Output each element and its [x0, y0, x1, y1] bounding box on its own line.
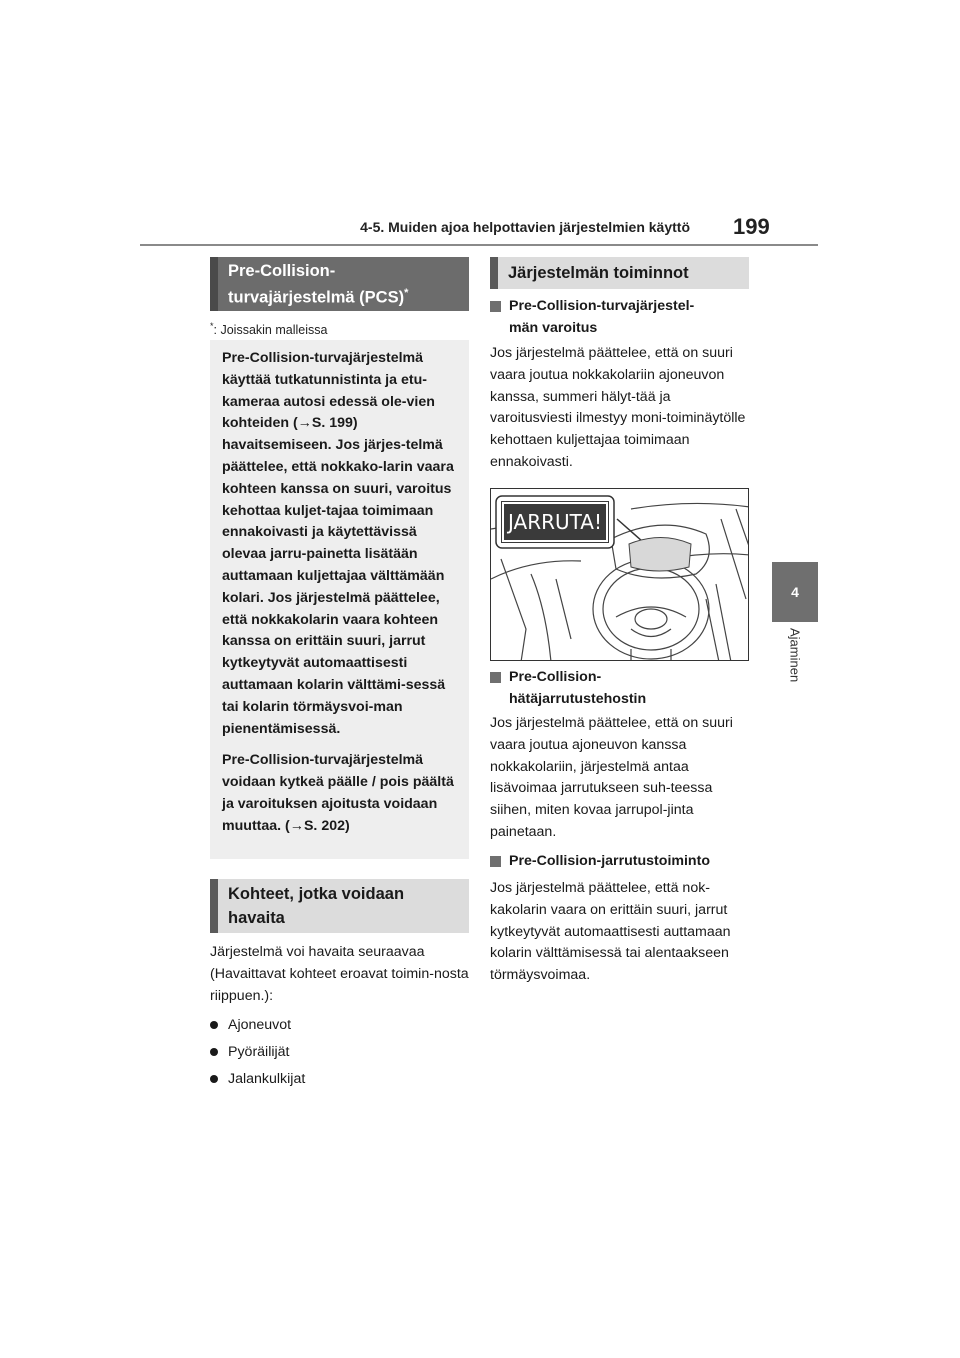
chapter-tab: 4: [772, 562, 818, 622]
brake-assist-subheading: [490, 667, 646, 711]
footnote-text: : Joissakin malleissa: [213, 323, 328, 338]
brake-assist-description: Jos järjestelmä päättelee, että on suuri vaara joutua ajoneuvon kanssa nokkakolariin, järjestelmä antaa lisävoimaa jarrutukseen suh-teessa siihen, miten kovaa jarrupol-jinta painetaan.: [490, 715, 733, 840]
list-item: Ajoneuvot: [210, 1011, 305, 1038]
detectable-objects-heading-text: Kohteet, jotka voidaan havaita: [228, 885, 405, 927]
braking-subheading-text: Pre-Collision-jarrutustoiminto: [509, 853, 710, 869]
header-section-title: 4-5. Muiden ajoa helpottavien järjestelmien käyttö: [360, 219, 690, 235]
footnote-asterisk: *: [210, 321, 214, 331]
square-bullet-icon: [490, 301, 501, 312]
pcs-heading-asterisk: *: [404, 286, 409, 299]
warning-subheading-line2: män varoitus: [509, 319, 598, 336]
bullet-icon: [210, 1021, 218, 1029]
pcs-section-heading: [210, 257, 469, 311]
dashboard-warning-illustration: [490, 488, 749, 661]
detectable-objects-heading: [210, 879, 469, 933]
bullet-icon: [210, 1075, 218, 1083]
detectable-objects-list: [210, 1011, 305, 1092]
list-item: Jalankulkijat: [210, 1065, 305, 1092]
chapter-label: [772, 628, 818, 708]
pcs-summary-paragraph-1: Pre-Collision-turvajärjestelmä käyttää tutkatunnistinta ja etu-kameraa autosi edessä ole-vien kohteiden (→S. 199) havaitsemiseen. Jos järjes-telmä päättelee, että nokkako-larin vaara kohteen kanssa on suuri, varoitus kehottaa kuljet-tajaa toimimaan ennakoivasti ja käytettävissä olevaa jarru-painetta lisätään auttamaan kuljettajaa välttämään kolari. Jos järjestelmä päättelee, että nokkakolarin vaara kohteen kanssa on erittäin suuri, jarrut kytkeytyvät automaattisesti auttamaan kolarin välttämi-sessä tai kolarin törmäysvoi-man pienentämisessä.: [222, 350, 454, 737]
braking-description: Jos järjestelmä päättelee, että nok-kakolarin vaara on erittäin suuri, jarrut kytkeytyvät automaattisesti auttamaan kolarin välttämisessä tai alentaakseen törmäysvoimaa.: [490, 880, 731, 984]
system-functions-heading: [490, 257, 749, 289]
warning-subheading-line1: Pre-Collision-turvajärjestel-: [509, 298, 695, 314]
system-functions-heading-text: Järjestelmän toiminnot: [508, 263, 689, 282]
pcs-summary-paragraph-2: Pre-Collision-turvajärjestelmä voidaan kytkeä päälle / pois päältä ja varoituksen ajoitusta voidaan muuttaa. (→S. 202): [222, 752, 454, 834]
header-divider: [140, 244, 818, 246]
brake-assist-subheading-line2: hätäjarrutustehostin: [509, 690, 647, 707]
braking-subheading: [490, 851, 710, 873]
warning-subheading: [490, 296, 694, 340]
detectable-objects-intro: Järjestelmä voi havaita seuraavaa (Havaittavat kohteet eroavat toimin-nosta riippuen.):: [210, 944, 469, 1004]
models-footnote: [210, 321, 327, 337]
square-bullet-icon: [490, 672, 501, 683]
pcs-heading-line2: turvajärjestelmä (PCS): [228, 288, 405, 307]
pcs-heading-line1: Pre-Collision-: [228, 261, 336, 280]
pcs-summary-box: [210, 340, 469, 859]
bullet-icon: [210, 1048, 218, 1056]
jarruta-warning-message: JARRUTA!: [502, 502, 608, 542]
chapter-label-text: Ajaminen: [787, 628, 803, 683]
brake-assist-subheading-line1: Pre-Collision-: [509, 669, 602, 685]
square-bullet-icon: [490, 856, 501, 867]
warning-description: Jos järjestelmä päättelee, että on suuri vaara joutua nokkakolariin ajoneuvon kanssa, summeri hälyt-tää ja varoitusviesti ilmestyy moni-toiminäytölle kehottaen kuljettajaa toimimaan ennakoivasti.: [490, 345, 746, 470]
list-item: Pyöräilijät: [210, 1038, 305, 1065]
page-number: 199: [733, 214, 770, 239]
